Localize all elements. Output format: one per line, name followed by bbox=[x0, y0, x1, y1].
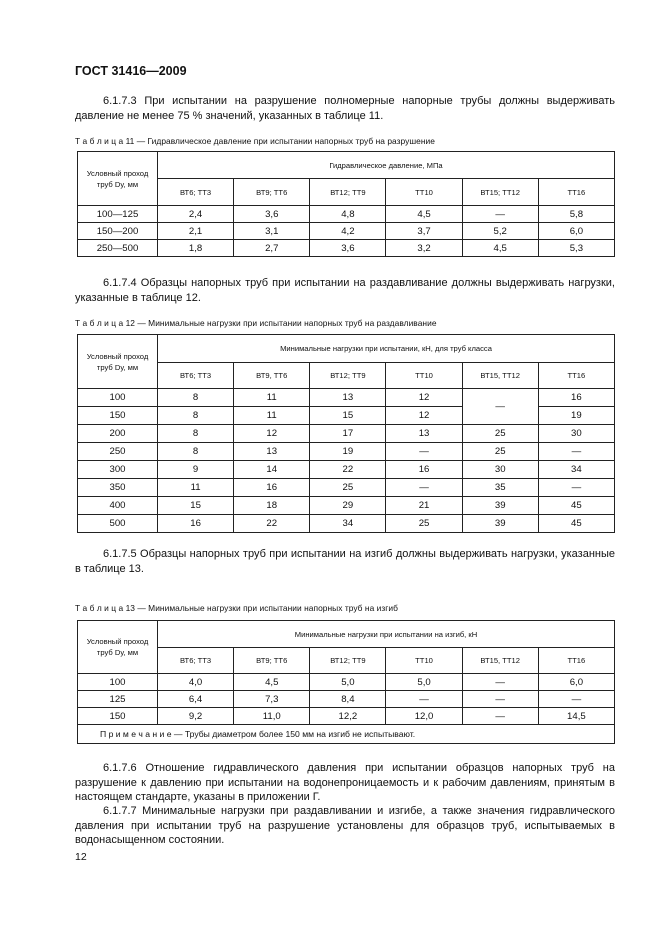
table-cell: — bbox=[462, 206, 538, 223]
paragraph-6-1-7-3: 6.1.7.3 При испытании на разрушение полномерные напорные трубы должны выдерживать давление не менее 75 % значений, указанных в таблице 11. bbox=[75, 95, 615, 122]
table13-column-header: ТТ10 bbox=[386, 648, 462, 674]
table-cell: 4,5 bbox=[234, 674, 310, 691]
table-cell: — bbox=[462, 389, 538, 425]
document-header: ГОСТ 31416—2009 bbox=[75, 64, 187, 78]
table-cell: 25 bbox=[462, 443, 538, 461]
table-cell: 8 bbox=[158, 425, 234, 443]
table-cell: 12 bbox=[234, 425, 310, 443]
table-cell: 12 bbox=[386, 389, 462, 407]
table-cell: — bbox=[386, 479, 462, 497]
table-cell: 6,0 bbox=[538, 674, 614, 691]
table-cell: 2,1 bbox=[158, 223, 234, 240]
table-cell: 15 bbox=[310, 407, 386, 425]
table11-column-header: ТТ10 bbox=[386, 179, 462, 206]
table-13-col1-header: Условный проход труб Dу, мм bbox=[78, 621, 158, 674]
table-cell: 2,4 bbox=[158, 206, 234, 223]
table-cell: 3,2 bbox=[386, 240, 462, 257]
table-cell: 500 bbox=[78, 515, 158, 533]
table-13 bbox=[77, 620, 615, 744]
table-12-col1-header: Условный проход труб Dу, мм bbox=[78, 335, 158, 389]
table-cell: 18 bbox=[234, 497, 310, 515]
table12-column-header: ТТ16 bbox=[538, 363, 614, 389]
table-cell: 300 bbox=[78, 461, 158, 479]
paragraph-6-1-7-5: 6.1.7.5 Образцы напорных труб при испытании на изгиб должны выдерживать нагрузки, указанные в таблице 13. bbox=[75, 548, 615, 575]
table-cell: 8,4 bbox=[310, 691, 386, 708]
table-cell: 11 bbox=[234, 389, 310, 407]
table-cell: 17 bbox=[310, 425, 386, 443]
paragraph-6-1-7-4: 6.1.7.4 Образцы напорных труб при испытании на раздавливание должны выдерживать нагрузки, указанные в таблице 12. bbox=[75, 277, 615, 304]
table-cell: 100—125 bbox=[78, 206, 158, 223]
table11-column-header: ТТ16 bbox=[538, 179, 614, 206]
table-cell: 12 bbox=[386, 407, 462, 425]
table-row bbox=[78, 223, 615, 240]
table13-column-header: ВТ12; ТТ9 bbox=[310, 648, 386, 674]
table-cell: 5,8 bbox=[538, 206, 614, 223]
table-row bbox=[78, 206, 615, 223]
table-cell: — bbox=[462, 674, 538, 691]
table-cell: 4,0 bbox=[158, 674, 234, 691]
table-cell: 11,0 bbox=[234, 708, 310, 725]
table-cell: 16 bbox=[234, 479, 310, 497]
table-cell: 30 bbox=[538, 425, 614, 443]
table-cell: 150 bbox=[78, 407, 158, 425]
table-cell: 350 bbox=[78, 479, 158, 497]
table-cell: 45 bbox=[538, 497, 614, 515]
table-cell: 8 bbox=[158, 389, 234, 407]
table-cell: — bbox=[538, 479, 614, 497]
table-row bbox=[78, 708, 615, 725]
table-row bbox=[78, 497, 615, 515]
table-cell: 8 bbox=[158, 443, 234, 461]
table-cell: 3,6 bbox=[310, 240, 386, 257]
table-cell: 6,4 bbox=[158, 691, 234, 708]
table-cell: 9 bbox=[158, 461, 234, 479]
table-cell: 11 bbox=[234, 407, 310, 425]
table-cell: — bbox=[386, 691, 462, 708]
table-cell: 100 bbox=[78, 674, 158, 691]
table-row bbox=[78, 389, 615, 407]
table-cell: 25 bbox=[386, 515, 462, 533]
table-cell: 30 bbox=[462, 461, 538, 479]
table-cell: 25 bbox=[310, 479, 386, 497]
table12-column-header: ВТ6; ТТ3 bbox=[158, 363, 234, 389]
table-cell: 45 bbox=[538, 515, 614, 533]
table-cell: 11 bbox=[158, 479, 234, 497]
table-cell: 9,2 bbox=[158, 708, 234, 725]
table-cell: — bbox=[538, 443, 614, 461]
table-row bbox=[78, 515, 615, 533]
table12-column-header: ТТ10 bbox=[386, 363, 462, 389]
table-cell: 3,6 bbox=[234, 206, 310, 223]
table-cell: 34 bbox=[310, 515, 386, 533]
table-cell: 250 bbox=[78, 443, 158, 461]
table-cell: 14 bbox=[234, 461, 310, 479]
table-cell: 100 bbox=[78, 389, 158, 407]
table-13-caption: Т а б л и ц а 13 — Минимальные нагрузки при испытании напорных труб на изгиб bbox=[75, 603, 398, 613]
table-cell: 4,2 bbox=[310, 223, 386, 240]
table-cell: 3,7 bbox=[386, 223, 462, 240]
table12-column-header: ВТ9, ТТ6 bbox=[234, 363, 310, 389]
table12-column-header: ВТ15, ТТ12 bbox=[462, 363, 538, 389]
table-cell: 4,8 bbox=[310, 206, 386, 223]
table11-column-header: ВТ15; ТТ12 bbox=[462, 179, 538, 206]
table-12-group-header: Минимальные нагрузки при испытании, кН, для труб класса bbox=[158, 335, 615, 363]
page-number: 12 bbox=[75, 851, 87, 863]
table-row bbox=[78, 240, 615, 257]
table-cell: 5,3 bbox=[538, 240, 614, 257]
table13-column-header: ВТ15, ТТ12 bbox=[462, 648, 538, 674]
table-cell: 2,7 bbox=[234, 240, 310, 257]
table-cell: 150—200 bbox=[78, 223, 158, 240]
table-cell: 7,3 bbox=[234, 691, 310, 708]
table-cell: 16 bbox=[386, 461, 462, 479]
table-12-caption: Т а б л и ц а 12 — Минимальные нагрузки при испытании напорных труб на раздавливание bbox=[75, 318, 437, 328]
table-cell: 16 bbox=[538, 389, 614, 407]
table12-column-header: ВТ12; ТТ9 bbox=[310, 363, 386, 389]
table-row bbox=[78, 691, 615, 708]
table-row bbox=[78, 461, 615, 479]
table-cell: 12,2 bbox=[310, 708, 386, 725]
table-cell: 1,8 bbox=[158, 240, 234, 257]
table13-column-header: ТТ16 bbox=[538, 648, 614, 674]
table-11 bbox=[77, 151, 615, 257]
table-cell: — bbox=[386, 443, 462, 461]
table-cell: — bbox=[462, 708, 538, 725]
table-cell: 4,5 bbox=[386, 206, 462, 223]
table-cell: 16 bbox=[158, 515, 234, 533]
table-13-group-header: Минимальные нагрузки при испытании на изгиб, кН bbox=[158, 621, 615, 648]
table-cell: 21 bbox=[386, 497, 462, 515]
table11-column-header: ВТ12; ТТ9 bbox=[310, 179, 386, 206]
table-cell: 19 bbox=[538, 407, 614, 425]
table-cell: 14,5 bbox=[538, 708, 614, 725]
table-cell: 35 bbox=[462, 479, 538, 497]
table-cell: — bbox=[462, 691, 538, 708]
table-cell: 34 bbox=[538, 461, 614, 479]
table-cell: 13 bbox=[310, 389, 386, 407]
table-row bbox=[78, 425, 615, 443]
table-row bbox=[78, 479, 615, 497]
table13-column-header: ВТ6; ТТ3 bbox=[158, 648, 234, 674]
table-cell: 19 bbox=[310, 443, 386, 461]
table-cell: 15 bbox=[158, 497, 234, 515]
table-cell: 39 bbox=[462, 497, 538, 515]
table-cell: 5,0 bbox=[386, 674, 462, 691]
table-cell: 125 bbox=[78, 691, 158, 708]
table-cell: 22 bbox=[234, 515, 310, 533]
table11-column-header: ВТ6; ТТ3 bbox=[158, 179, 234, 206]
table-cell: 3,1 bbox=[234, 223, 310, 240]
paragraph-6-1-7-7: 6.1.7.7 Минимальные нагрузки при раздавливании и изгибе, а также значения гидравлического давления при испытании труб на разрушение установлены для образцов труб, испытываемых в водонасыщенном состоянии. bbox=[75, 805, 615, 846]
table-13-note: П р и м е ч а н и е — Трубы диаметром более 150 мм на изгиб не испытывают. bbox=[78, 725, 615, 744]
table11-column-header: ВТ9; ТТ6 bbox=[234, 179, 310, 206]
table-cell: 39 bbox=[462, 515, 538, 533]
table-cell: 5,2 bbox=[462, 223, 538, 240]
table-cell: 250—500 bbox=[78, 240, 158, 257]
table-cell: 150 bbox=[78, 708, 158, 725]
table13-column-header: ВТ9; ТТ6 bbox=[234, 648, 310, 674]
table-11-caption: Т а б л и ц а 11 — Гидравлическое давление при испытании напорных труб на разрушение bbox=[75, 136, 435, 146]
table-cell: 6,0 bbox=[538, 223, 614, 240]
table-cell: — bbox=[538, 691, 614, 708]
table-cell: 400 bbox=[78, 497, 158, 515]
table-cell: 13 bbox=[386, 425, 462, 443]
table-cell: 200 bbox=[78, 425, 158, 443]
table-11-group-header: Гидравлическое давление, МПа bbox=[158, 152, 615, 179]
table-cell: 5,0 bbox=[310, 674, 386, 691]
table-11-col1-header: Условный проход труб Dу, мм bbox=[78, 152, 158, 206]
table-12 bbox=[77, 334, 615, 533]
table-cell: 8 bbox=[158, 407, 234, 425]
table-cell: 29 bbox=[310, 497, 386, 515]
table-cell: 13 bbox=[234, 443, 310, 461]
table-cell: 4,5 bbox=[462, 240, 538, 257]
table-cell: 22 bbox=[310, 461, 386, 479]
table-row bbox=[78, 674, 615, 691]
paragraph-6-1-7-6: 6.1.7.6 Отношение гидравлического давления при испытании образцов напорных труб на разрушение к давлению при испытании на водонепроницаемость и к рабочим давлениям, принятым в настоящем стандарте, указаны в приложении Г. bbox=[75, 762, 615, 803]
table-cell: 25 bbox=[462, 425, 538, 443]
table-row bbox=[78, 443, 615, 461]
table-cell: 12,0 bbox=[386, 708, 462, 725]
